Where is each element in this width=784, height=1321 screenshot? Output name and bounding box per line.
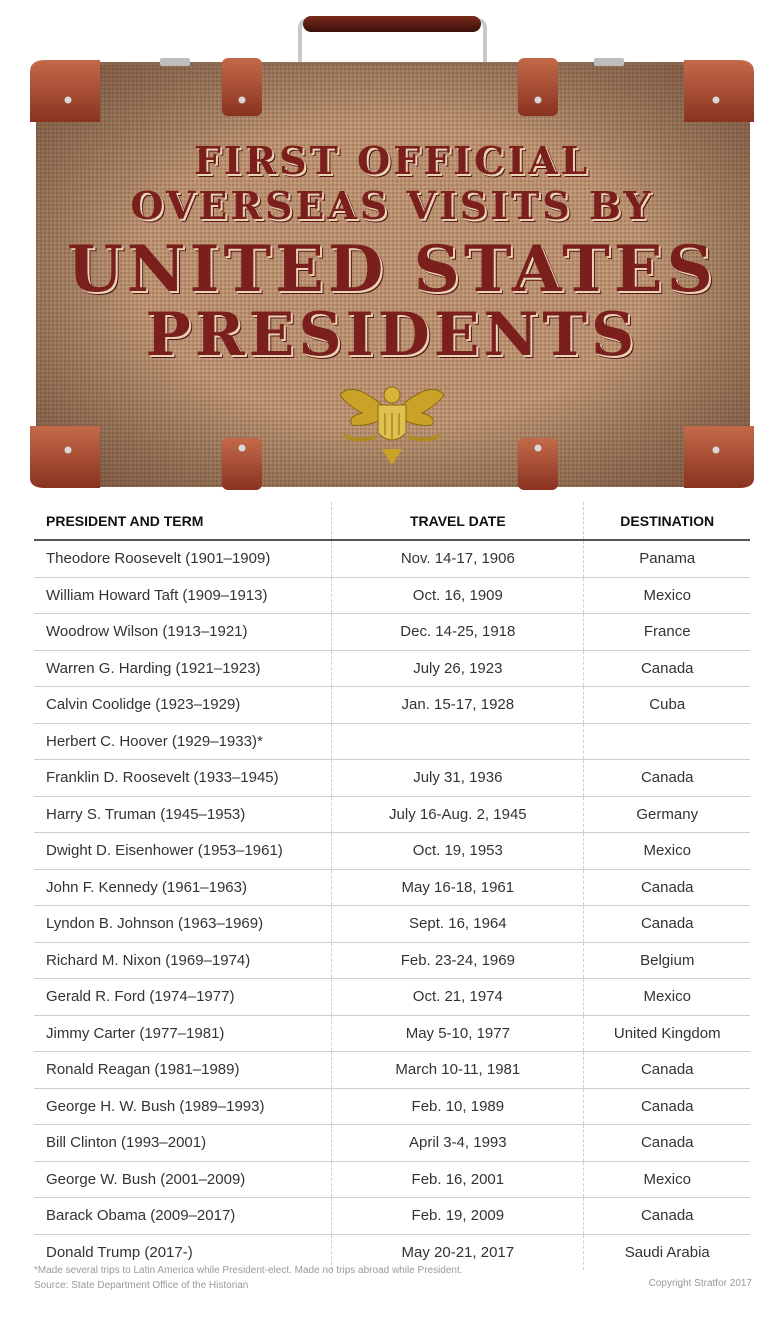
president-cell: Ronald Reagan (1981–1989) xyxy=(46,1061,240,1079)
president-cell: Woodrow Wilson (1913–1921) xyxy=(46,623,248,641)
destination-cell: Canada xyxy=(583,1052,750,1088)
travel-date-cell: May 20-21, 2017 xyxy=(331,1235,583,1271)
president-cell: Richard M. Nixon (1969–1974) xyxy=(46,951,251,969)
travel-date-cell: Oct. 21, 1974 xyxy=(331,979,583,1015)
destination-cell: Mexico xyxy=(583,578,750,614)
table-body xyxy=(34,541,750,1270)
table-row xyxy=(34,870,750,907)
travel-date-cell: Dec. 14-25, 1918 xyxy=(331,614,583,650)
destination-cell: Germany xyxy=(583,797,750,833)
header-president: PRESIDENT AND TERM xyxy=(46,512,204,529)
travel-date-cell: May 5-10, 1977 xyxy=(331,1016,583,1052)
suitcase-hero xyxy=(0,0,784,495)
table-row xyxy=(34,1198,750,1235)
travel-date-cell: Nov. 14-17, 1906 xyxy=(331,541,583,577)
president-cell: George W. Bush (2001–2009) xyxy=(46,1170,246,1188)
president-cell: Dwight D. Eisenhower (1953–1961) xyxy=(46,842,283,860)
title-line-3: UNITED STATES xyxy=(67,232,717,307)
table-row xyxy=(34,1162,750,1199)
table-row xyxy=(34,614,750,651)
table-row xyxy=(34,578,750,615)
footnote xyxy=(34,1263,463,1293)
presidents-table xyxy=(34,502,750,1270)
president-cell: Barack Obama (2009–2017) xyxy=(46,1207,236,1225)
president-cell: John F. Kennedy (1961–1963) xyxy=(46,878,247,896)
travel-date-cell: Oct. 16, 1909 xyxy=(331,578,583,614)
travel-date-cell: March 10-11, 1981 xyxy=(331,1052,583,1088)
travel-date-cell: Feb. 23-24, 1969 xyxy=(331,943,583,979)
table-row xyxy=(34,724,750,761)
travel-date-cell: Sept. 16, 1964 xyxy=(331,906,583,942)
travel-date-cell: July 16-Aug. 2, 1945 xyxy=(331,797,583,833)
table-row xyxy=(34,760,750,797)
travel-date-cell: May 16-18, 1961 xyxy=(331,870,583,906)
destination-cell: Saudi Arabia xyxy=(583,1235,750,1271)
table-row xyxy=(34,833,750,870)
table-row xyxy=(34,1052,750,1089)
travel-date-cell: Feb. 19, 2009 xyxy=(331,1198,583,1234)
destination-cell: Canada xyxy=(583,1125,750,1161)
title-line-2: OVERSEAS VISITS BY xyxy=(130,183,654,228)
president-cell: Lyndon B. Johnson (1963–1969) xyxy=(46,915,264,933)
president-cell: Jimmy Carter (1977–1981) xyxy=(46,1024,225,1042)
table-row xyxy=(34,906,750,943)
president-cell: Herbert C. Hoover (1929–1933)* xyxy=(46,732,263,750)
travel-date-cell: Feb. 10, 1989 xyxy=(331,1089,583,1125)
table-row xyxy=(34,687,750,724)
table-row xyxy=(34,797,750,834)
destination-cell: Mexico xyxy=(583,1162,750,1198)
destination-cell: Canada xyxy=(583,651,750,687)
header-travel-date: TRAVEL DATE xyxy=(331,502,583,539)
destination-cell: Panama xyxy=(583,541,750,577)
destination-cell: Belgium xyxy=(583,943,750,979)
travel-date-cell: April 3-4, 1993 xyxy=(331,1125,583,1161)
travel-date-cell: Feb. 16, 2001 xyxy=(331,1162,583,1198)
destination-cell: Canada xyxy=(583,906,750,942)
destination-cell: Canada xyxy=(583,1089,750,1125)
title-line-4: PRESIDENTS xyxy=(145,300,639,370)
president-cell: Bill Clinton (1993–2001) xyxy=(46,1134,207,1152)
destination-cell: United Kingdom xyxy=(583,1016,750,1052)
title-line-1: FIRST OFFICIAL xyxy=(193,138,591,183)
table-row xyxy=(34,1089,750,1126)
table-row xyxy=(34,1016,750,1053)
table-header xyxy=(34,502,750,541)
table-row xyxy=(34,979,750,1016)
table-row xyxy=(34,1125,750,1162)
destination-cell: Canada xyxy=(583,1198,750,1234)
president-cell: Calvin Coolidge (1923–1929) xyxy=(46,696,241,714)
destination-cell: Mexico xyxy=(583,979,750,1015)
destination-cell: Canada xyxy=(583,870,750,906)
travel-date-cell xyxy=(331,724,583,760)
president-cell: Harry S. Truman (1945–1953) xyxy=(46,805,246,823)
table-row xyxy=(34,943,750,980)
president-cell: George H. W. Bush (1989–1993) xyxy=(46,1097,265,1115)
footnote-note: *Made several trips to Latin America while President-elect. Made no trips abroad while President. xyxy=(34,1265,463,1276)
footnote-source: Source: State Department Office of the Historian xyxy=(34,1280,249,1291)
travel-date-cell: Jan. 15-17, 1928 xyxy=(331,687,583,723)
president-cell: Theodore Roosevelt (1901–1909) xyxy=(46,550,271,568)
travel-date-cell: July 31, 1936 xyxy=(331,760,583,796)
destination-cell xyxy=(583,724,750,760)
destination-cell: France xyxy=(583,614,750,650)
president-cell: Franklin D. Roosevelt (1933–1945) xyxy=(46,769,279,787)
president-cell: Warren G. Harding (1921–1923) xyxy=(46,659,261,677)
destination-cell: Cuba xyxy=(583,687,750,723)
president-cell: Donald Trump (2017-) xyxy=(46,1243,193,1261)
header-destination: DESTINATION xyxy=(583,502,750,539)
president-cell: Gerald R. Ford (1974–1977) xyxy=(46,988,235,1006)
destination-cell: Canada xyxy=(583,760,750,796)
copyright: Copyright Stratfor 2017 xyxy=(648,1278,752,1289)
destination-cell: Mexico xyxy=(583,833,750,869)
travel-date-cell: Oct. 19, 1953 xyxy=(331,833,583,869)
president-cell: William Howard Taft (1909–1913) xyxy=(46,586,268,604)
table-row xyxy=(34,651,750,688)
travel-date-cell: July 26, 1923 xyxy=(331,651,583,687)
table-row xyxy=(34,541,750,578)
